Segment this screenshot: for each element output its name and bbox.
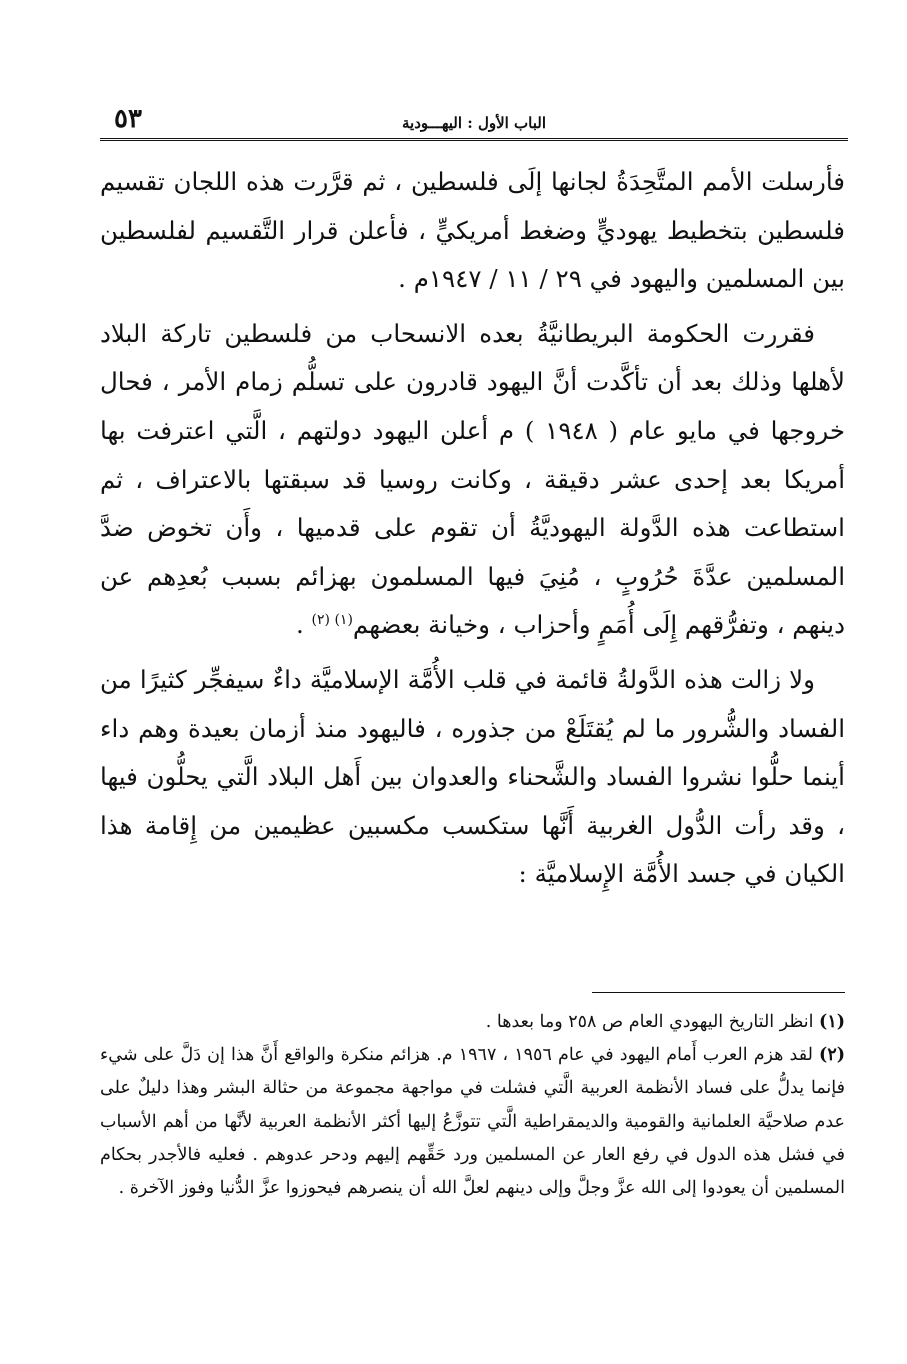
main-text bbox=[100, 158, 845, 899]
footnote-1-text: انظر التاريخ اليهودي العام ص ٢٥٨ وما بعدها . bbox=[485, 1012, 820, 1032]
footnote-1 bbox=[100, 1006, 845, 1039]
paragraph-2 bbox=[100, 310, 845, 650]
paragraph-2-text: فقررت الحكومة البريطانيَّةُ بعده الانسحاب من فلسطين تاركة البلاد لأهلها وذلك بعد أن تأكَّدت أنَّ اليهود قادرون على تسلُّم زمام الأمر ، فحال خروجها في مايو عام ( ١٩٤٨ ) م أعلن اليهود دولتهم ، الَّتي اعترفت بها أمريكا بعد إحدى عشر دقيقة ، وكانت روسيا قد سبقتها بالاعتراف ، ثم استطاعت هذه الدَّولة اليهوديَّةُ أن تقوم على قدميها ، وأَن تخوض ضدَّ المسلمين عدَّةَ حُرُوبٍ ، مُنِيَ فيها المسلمون بهزائم بسبب بُعدِهم عن دينهم ، وتفرُّقهم إِلَى أُمَمٍ وأحزاب ، وخيانة بعضهم bbox=[100, 318, 846, 640]
footnote-2-mark: (٢) bbox=[819, 1045, 845, 1066]
paragraph-1: فأرسلت الأمم المتَّحِدَةُ لجانها إلَى فلسطين ، ثم قرَّرت هذه اللجان تقسيم فلسطين بتخطيط يهوديٍّ وضغط أمريكيٍّ ، فأعلن قرار التَّقسيم لفلسطين بين المسلمين واليهود في ٢٩ / ١١ / ١٩٤٧م . bbox=[100, 167, 845, 294]
paragraph-3: ولا زالت هذه الدَّولةُ قائمة في قلب الأُمَّة الإسلاميَّة داءٌ سيفجِّر كثيرًا من الفساد والشُّرور ما لم يُقتَلَعْ من جذوره ، فاليهود منذ أزمان بعيدة وهم داء أينما حلُّوا نشروا الفساد والشَّحناء والعدوان بين أَهل البلاد الَّتي يحلُّون فيها ، وقد رأت الدُّول الغربية أَنَّها ستكسب مكسبين عظيمين من إِقامة هذا الكيان في جسد الأُمَّة الإِسلاميَّة : bbox=[100, 664, 845, 889]
footnote-references: (١) (٢) bbox=[311, 612, 353, 629]
running-title: الباب الأول : اليهـــودية bbox=[401, 114, 547, 132]
footnotes bbox=[100, 1006, 845, 1205]
footnote-divider bbox=[592, 992, 845, 993]
page-number: ٥٣ bbox=[114, 104, 142, 134]
footnote-2-text: لقد هزم العرب أَمام اليهود في عام ١٩٥٦ ، ١٩٦٧ م. هزائم منكرة والواقع أَنَّ هذا إن دَلَّ على شيء فإنما يدلُّ على فساد الأنظمة العربية الَّتي فشلت في مواجهة مجموعة من حثالة البشر وهذا دليلٌ على عدم صلاحيَّة العلمانية والقومية والديمقراطية الَّتي تتوزَّعُ إليها أكثر الأنظمة العربية لأنَّها من أهم الأسباب في فشل هذه الدول في رفع العار عن المسلمين ورد حَقِّهم إليهم ودحر عدوهم . فعليه فالأجدر بحكام المسلمين أن يعودوا إلى الله عزَّ وجلَّ وإلى دينهم لعلَّ الله أن ينصرهم فيحوزوا عزَّ الدُّنيا وفوز الآخرة . bbox=[100, 1045, 845, 1199]
page-header bbox=[100, 104, 848, 141]
footnote-1-mark: (١) bbox=[819, 1012, 845, 1032]
footnote-2 bbox=[100, 1039, 845, 1205]
paragraph-2-end: . bbox=[295, 610, 312, 640]
